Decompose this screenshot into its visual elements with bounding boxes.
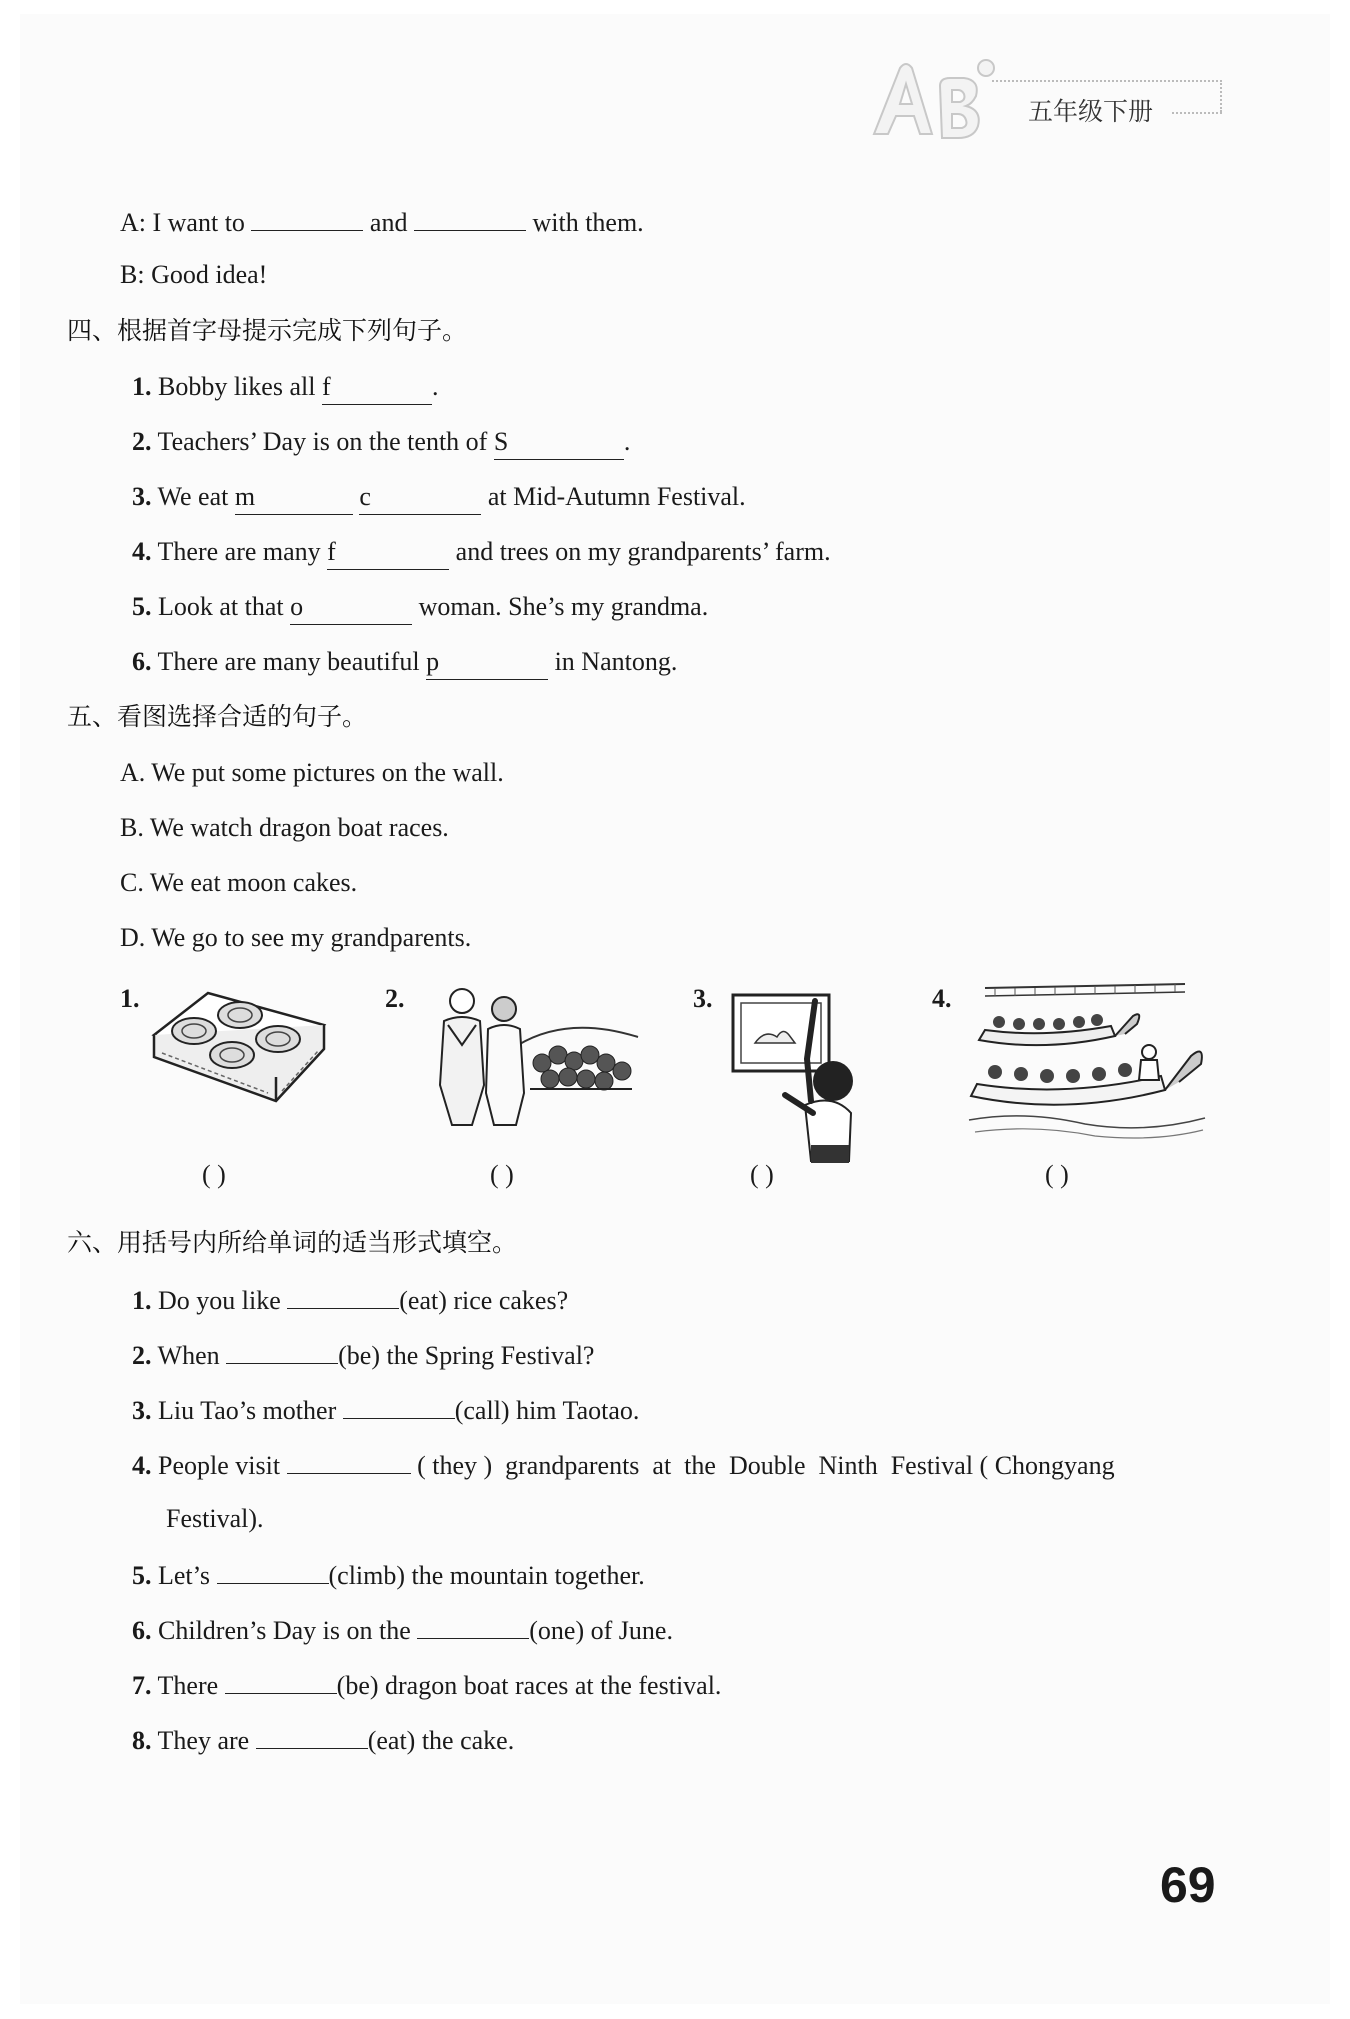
- initial-letter: f: [321, 372, 331, 401]
- s6-item: [132, 1667, 721, 1703]
- dialogue-text: with them.: [532, 208, 644, 237]
- initial-letter-blank[interactable]: [359, 480, 481, 515]
- initial-letter: c: [359, 482, 371, 511]
- s6-item: [132, 1282, 568, 1318]
- item-text: There are many: [157, 537, 321, 566]
- item-text: Children’s Day is on the: [158, 1616, 411, 1645]
- answer-blank[interactable]: [343, 1392, 455, 1419]
- item-text: and trees on my grandparents’ farm.: [455, 537, 831, 566]
- answer-blank[interactable]: [225, 1667, 337, 1694]
- s6-item: [132, 1557, 645, 1593]
- mooncake-box-icon: [148, 985, 333, 1135]
- initial-letter-blank[interactable]: [322, 370, 432, 405]
- item-text: People visit: [158, 1451, 281, 1480]
- s6-item: [132, 1722, 514, 1758]
- item-text: (be) dragon boat races at the festival.: [336, 1671, 722, 1700]
- item-text: (one) of June.: [529, 1616, 673, 1645]
- picture-number: 2.: [385, 984, 405, 1013]
- dialogue-text: I want to: [152, 208, 245, 237]
- item-text: in Nantong.: [554, 647, 678, 676]
- item-number: 4.: [132, 537, 152, 566]
- s4-item: [132, 535, 831, 570]
- picture-number: 1.: [120, 984, 140, 1013]
- answer-blank[interactable]: [226, 1337, 338, 1364]
- s4-item: [132, 645, 677, 680]
- initial-letter-blank[interactable]: [290, 590, 412, 625]
- item-text: Bobby likes all: [158, 372, 316, 401]
- dialogue-line-b: [120, 258, 267, 292]
- item-text: (eat) rice cakes?: [399, 1286, 569, 1315]
- section-4-title: 四、根据首字母提示完成下列句子。: [67, 316, 468, 345]
- item-text: (call) him Taotao.: [454, 1396, 640, 1425]
- item-number: 2.: [132, 1341, 152, 1370]
- header-dotted-line: [1220, 80, 1222, 112]
- answer-blank[interactable]: [417, 1612, 529, 1639]
- item-number: 1.: [132, 1286, 152, 1315]
- picture-number: 4.: [932, 984, 952, 1013]
- grandparents-icon: [418, 985, 638, 1130]
- initial-letter: f: [327, 537, 336, 566]
- section-6-title: 六、用括号内所给单词的适当形式填空。: [67, 1228, 518, 1257]
- answer-blank[interactable]: [217, 1557, 329, 1584]
- answer-paren[interactable]: ( ): [490, 1160, 514, 1189]
- page-number: 69: [1160, 1857, 1216, 1913]
- speaker-a: A:: [120, 208, 146, 237]
- item-number: 1.: [132, 372, 152, 401]
- item-text: ( they ) grandparents at the Double Ninth Festival ( Chongyang: [417, 1451, 1115, 1480]
- item-number: 3.: [132, 1396, 152, 1425]
- dialogue-text: and: [369, 208, 408, 237]
- dialogue-text: Good idea!: [151, 260, 268, 289]
- item-text: Do you like: [158, 1286, 281, 1315]
- item-number: 2.: [132, 427, 152, 456]
- picture-number: 3.: [693, 984, 713, 1013]
- s4-item: [132, 425, 630, 460]
- item-text: .: [431, 372, 439, 401]
- answer-paren[interactable]: ( ): [1045, 1160, 1069, 1189]
- s4-item: [132, 590, 708, 625]
- item-text: Teachers’ Day is on the tenth of: [157, 427, 488, 456]
- answer-blank[interactable]: [414, 204, 526, 231]
- item-text: They are: [157, 1726, 250, 1755]
- initial-letter-blank[interactable]: [235, 480, 353, 515]
- item-text: (be) the Spring Festival?: [338, 1341, 595, 1370]
- item-text: There are many beautiful: [157, 647, 420, 676]
- s6-item: [132, 1447, 1115, 1483]
- s6-item: [132, 1612, 673, 1648]
- initial-letter: m: [234, 482, 256, 511]
- item-text: Look at that: [158, 592, 284, 621]
- item-number: 8.: [132, 1726, 152, 1755]
- header-dotted-line: [992, 80, 1222, 82]
- item-number: 5.: [132, 1561, 152, 1590]
- answer-blank[interactable]: [287, 1282, 399, 1309]
- s6-item: [132, 1392, 639, 1428]
- s4-item: [132, 480, 746, 515]
- item-number: 6.: [132, 1616, 152, 1645]
- page-header: [860, 56, 1240, 146]
- grade-label: 五年级下册: [1028, 97, 1154, 126]
- answer-blank[interactable]: [256, 1722, 368, 1749]
- item-text: at Mid-Autumn Festival.: [487, 482, 746, 511]
- initial-letter: o: [290, 592, 304, 621]
- item-number: 3.: [132, 482, 152, 511]
- option-d: D. We go to see my grandparents.: [120, 923, 472, 952]
- answer-paren[interactable]: ( ): [202, 1160, 226, 1189]
- item-text: We eat: [157, 482, 229, 511]
- hanging-picture-icon: [725, 985, 855, 1165]
- item-text: (climb) the mountain together.: [328, 1561, 645, 1590]
- item-text: .: [623, 427, 631, 456]
- initial-letter-blank[interactable]: [327, 535, 449, 570]
- s6-item-continuation: Festival).: [166, 1504, 264, 1533]
- header-dotted-line: [1172, 112, 1222, 114]
- s4-item: [132, 370, 438, 405]
- initial-letter-blank[interactable]: [426, 645, 548, 680]
- option-a: A. We put some pictures on the wall.: [120, 758, 504, 787]
- item-text: Liu Tao’s mother: [158, 1396, 337, 1425]
- item-number: 6.: [132, 647, 152, 676]
- section-5-title: 五、看图选择合适的句子。: [67, 702, 368, 731]
- dragon-boat-icon: [965, 980, 1210, 1140]
- speaker-b: B:: [120, 260, 145, 289]
- item-number: 7.: [132, 1671, 152, 1700]
- item-text: Let’s: [158, 1561, 210, 1590]
- answer-blank[interactable]: [251, 204, 363, 231]
- initial-letter: p: [426, 647, 440, 676]
- initial-letter: S: [493, 427, 509, 456]
- answer-blank[interactable]: [287, 1447, 411, 1474]
- item-text: (eat) the cake.: [367, 1726, 515, 1755]
- answer-paren[interactable]: ( ): [750, 1160, 774, 1189]
- item-text: When: [157, 1341, 220, 1370]
- item-text: There: [157, 1671, 219, 1700]
- s6-item: [132, 1337, 594, 1373]
- item-number: 4.: [132, 1451, 152, 1480]
- initial-letter-blank[interactable]: [494, 425, 624, 460]
- option-b: B. We watch dragon boat races.: [120, 813, 449, 842]
- ab-logo-icon: [860, 56, 1000, 146]
- item-text: woman. She’s my grandma.: [418, 592, 709, 621]
- item-number: 5.: [132, 592, 152, 621]
- dialogue-line-a: [120, 204, 644, 240]
- option-c: C. We eat moon cakes.: [120, 868, 358, 897]
